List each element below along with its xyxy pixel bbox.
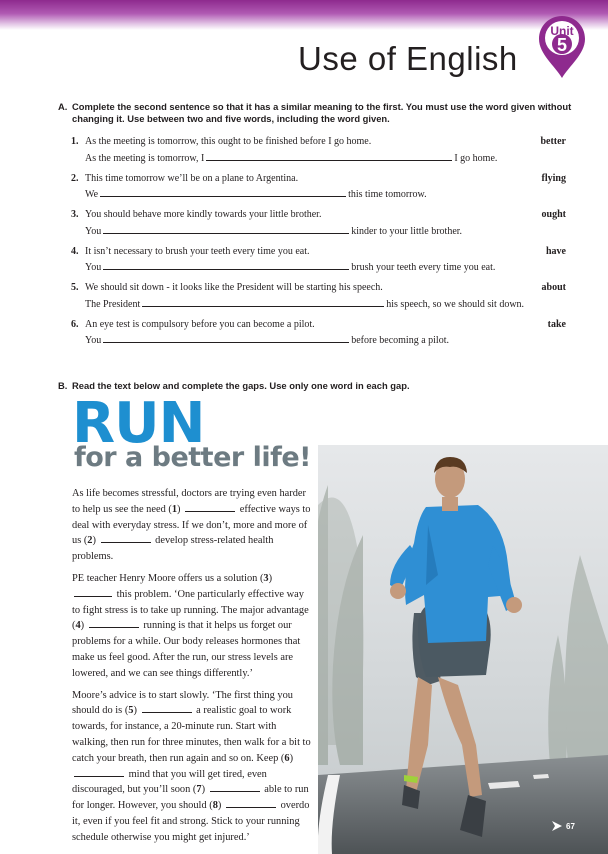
paragraph-3 bbox=[72, 688, 312, 846]
gap-number: 4 bbox=[75, 620, 81, 632]
text-run: ) bbox=[201, 784, 208, 796]
key-word: flying bbox=[541, 172, 566, 184]
text-run: ) bbox=[217, 800, 224, 812]
key-word: take bbox=[547, 318, 566, 330]
text-run: this problem. ‘One particularly effective way to fight stress is to take up running. The major advantage ( bbox=[72, 588, 309, 632]
rewrite-line bbox=[85, 186, 427, 203]
gap-number: 2 bbox=[87, 535, 93, 547]
article-subtitle: for a better life! bbox=[74, 442, 311, 473]
page-number: 67 bbox=[566, 822, 575, 831]
key-word: ought bbox=[541, 209, 566, 220]
rewrite-start: The President bbox=[85, 298, 141, 310]
answer-blank[interactable] bbox=[103, 223, 349, 234]
key-word: have bbox=[546, 245, 566, 257]
unit-number: 5 bbox=[556, 35, 567, 55]
item-number: 5. bbox=[71, 282, 79, 293]
gap-number: 8 bbox=[212, 800, 218, 812]
item-number: 2. bbox=[71, 172, 79, 184]
gap-number: 5 bbox=[128, 705, 134, 717]
text-run: Moore’s advice is to start slowly. ‘The first thing you should do is ( bbox=[72, 689, 293, 717]
paragraph-2 bbox=[72, 571, 312, 682]
item-number: 4. bbox=[71, 245, 79, 257]
text-run: As life becomes stressful, doctors are trying even harder to help us see the need ( bbox=[72, 488, 306, 515]
text-run: overdo it, even if you feel fit and strong. Stick to your running schedule otherwise you might get injured.’ bbox=[72, 800, 310, 843]
key-word: about bbox=[541, 282, 566, 293]
answer-blank[interactable] bbox=[103, 259, 349, 270]
section-a-line2: changing it. Use between two and five words, including the word given. bbox=[72, 113, 390, 124]
rewrite-line bbox=[85, 223, 462, 240]
section-a-letter: A. bbox=[58, 101, 68, 112]
answer-blank[interactable] bbox=[206, 150, 452, 161]
list-item bbox=[58, 244, 566, 281]
gap-blank[interactable] bbox=[101, 533, 151, 543]
section-a-instructions bbox=[58, 101, 578, 125]
gap-blank[interactable] bbox=[210, 782, 260, 792]
runner-photo bbox=[318, 445, 608, 854]
text-run: a realistic goal to work towards, for instance, a 20-minute run. Start with walking, then run for three minutes, then walk for a bit to catch your breath, then run again and so on. Keep ( bbox=[72, 705, 311, 764]
gap-number: 6 bbox=[284, 752, 290, 764]
rewrite-start: You bbox=[85, 262, 102, 273]
gap-blank[interactable] bbox=[142, 703, 192, 713]
gap-number: 1 bbox=[171, 503, 178, 515]
original-sentence: We should sit down - it looks like the President will be starting his speech. bbox=[85, 282, 383, 293]
gap-blank[interactable] bbox=[185, 502, 235, 512]
item-number: 6. bbox=[71, 318, 79, 330]
gap-number: 3 bbox=[263, 572, 269, 584]
original-sentence: As the meeting is tomorrow, this ought to be finished before I go home. bbox=[85, 136, 372, 147]
text-run: running is that it helps us forget our problems for a while. Our body releases hormones that make us feel good. After the run, our stress levels are lowered, and we can see things differently.’ bbox=[72, 620, 301, 679]
gap-blank[interactable] bbox=[226, 798, 276, 808]
key-word: better bbox=[540, 136, 566, 147]
rewrite-line bbox=[85, 150, 497, 167]
section-b-text: Read the text below and complete the gaps. Use only one word in each gap. bbox=[72, 380, 410, 391]
rewrite-line bbox=[85, 259, 495, 276]
original-sentence: It isn’t necessary to brush your teeth every time you eat. bbox=[85, 245, 310, 257]
rewrite-end: brush your teeth every time you eat. bbox=[351, 262, 496, 273]
answer-blank[interactable] bbox=[103, 332, 349, 343]
list-item bbox=[58, 317, 566, 354]
answer-blank[interactable] bbox=[142, 296, 384, 307]
item-number: 3. bbox=[71, 209, 79, 220]
page-title: Use of English bbox=[298, 40, 518, 77]
original-sentence: This time tomorrow we’ll be on a plane to Argentina. bbox=[85, 172, 299, 184]
list-item bbox=[58, 134, 566, 171]
list-item bbox=[58, 207, 566, 244]
rewrite-line bbox=[85, 296, 524, 313]
rewrite-line bbox=[85, 332, 449, 349]
text-run: ) bbox=[133, 705, 140, 717]
list-item bbox=[58, 280, 566, 317]
section-a-line1: Complete the second sentence so that it has a similar meaning to the first. You must use the word given without bbox=[72, 101, 572, 112]
header-band bbox=[0, 0, 608, 30]
rewrite-start: As the meeting is tomorrow, I bbox=[85, 152, 205, 164]
text-run: ) bbox=[289, 752, 294, 764]
gap-blank[interactable] bbox=[89, 618, 139, 628]
rewrite-end: this time tomorrow. bbox=[348, 189, 427, 200]
answer-blank[interactable] bbox=[100, 186, 346, 197]
paragraph-1 bbox=[72, 486, 312, 565]
text-run: ) bbox=[80, 620, 87, 632]
text-run: PE teacher Henry Moore offers us a solution ( bbox=[72, 572, 264, 584]
text-run: mind that you will get tired, even discouraged, but you’ll soon ( bbox=[72, 768, 267, 796]
text-run: develop stress-related health problems. bbox=[72, 535, 274, 563]
rewrite-start: We bbox=[85, 189, 99, 200]
transformation-list bbox=[58, 134, 566, 353]
rewrite-end: his speech, so we should sit down. bbox=[386, 298, 525, 310]
original-sentence: An eye test is compulsory before you can become a pilot. bbox=[85, 318, 315, 330]
item-number: 1. bbox=[71, 136, 79, 147]
rewrite-end: before becoming a pilot. bbox=[351, 335, 449, 346]
gap-blank[interactable] bbox=[74, 767, 124, 777]
unit-label: Unit bbox=[550, 24, 574, 38]
page-arrow-icon bbox=[551, 820, 563, 832]
rewrite-start: You bbox=[85, 335, 102, 346]
gap-number: 7 bbox=[196, 784, 202, 796]
section-b-letter: B. bbox=[58, 380, 68, 391]
gap-blank[interactable] bbox=[74, 587, 112, 597]
text-run: ) bbox=[92, 535, 99, 547]
article-title: RUN bbox=[72, 391, 205, 456]
text-run: ) bbox=[268, 572, 273, 584]
rewrite-end: I go home. bbox=[454, 152, 498, 164]
original-sentence: You should behave more kindly towards your little brother. bbox=[85, 209, 322, 220]
rewrite-end: kinder to your little brother. bbox=[351, 225, 463, 237]
list-item bbox=[58, 171, 566, 208]
text-run: ) bbox=[177, 503, 184, 515]
text-run: effective ways to deal with everyday stress. If we don’t, more and more of us ( bbox=[72, 503, 311, 547]
cloze-text bbox=[72, 486, 312, 852]
text-run: able to run for longer. However, you should ( bbox=[72, 784, 309, 812]
rewrite-start: You bbox=[85, 225, 102, 237]
